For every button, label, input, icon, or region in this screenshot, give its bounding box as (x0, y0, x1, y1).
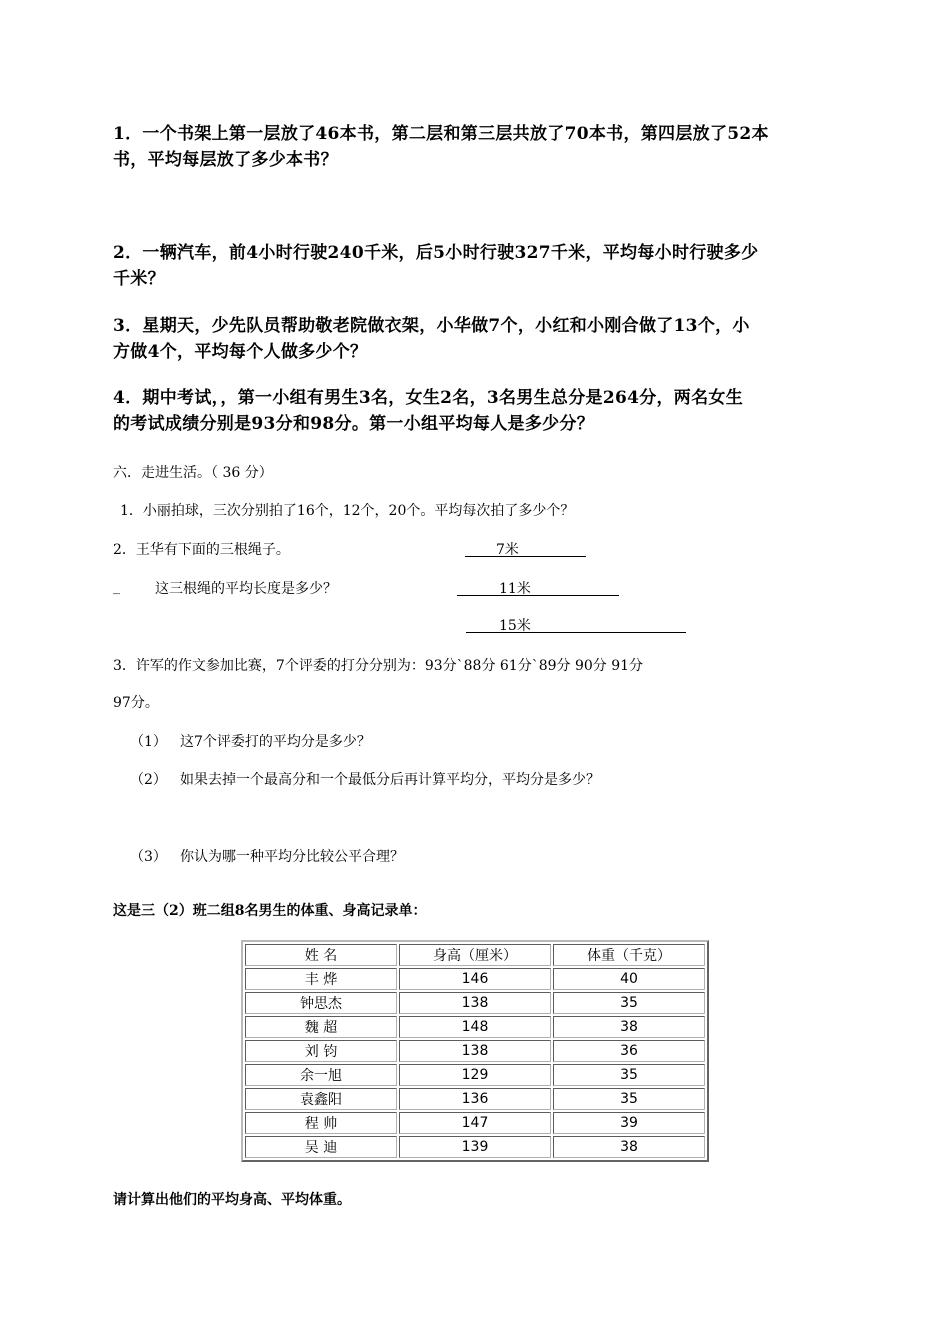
cell-weight: 38 (553, 1016, 705, 1038)
cell-height: 146 (399, 968, 551, 990)
table-row (245, 968, 705, 990)
q3-sub-3-text: 你认为哪一种平均分比较公平合理？ (180, 849, 404, 865)
rope-1-label: 7米 (496, 542, 519, 558)
problem-3-line-1: 3．星期天，少先队员帮助敬老院做衣架，小华做7个，小红和小刚合做了13个，小 (113, 316, 750, 336)
cell-weight: 35 (553, 992, 705, 1014)
cell-weight: 39 (553, 1112, 705, 1134)
q3-sub-1-text: 这7个评委打的平均分是多少？ (180, 734, 371, 750)
q3-sub-3-number: （3） (130, 849, 167, 865)
problem-1-line-1: 1．一个书架上第一层放了46本书，第二层和第三层共放了70本书，第四层放了52本 (113, 124, 769, 144)
cell-name: 程 帅 (245, 1112, 397, 1134)
header-height: 身高（厘米） (399, 944, 551, 966)
cell-height: 148 (399, 1016, 551, 1038)
cell-name: 余一旭 (245, 1064, 397, 1086)
rope-3-label: 15米 (499, 618, 531, 634)
cell-height: 129 (399, 1064, 551, 1086)
section-6-q2-question: 这三根绳的平均长度是多少？ (155, 581, 337, 597)
record-table (241, 940, 709, 1162)
header-weight: 体重（千克） (553, 944, 705, 966)
cell-height: 139 (399, 1136, 551, 1158)
cell-name: 钟思杰 (245, 992, 397, 1014)
problem-1-line-2: 书，平均每层放了多少本书？ (113, 150, 338, 170)
table-row (245, 1112, 705, 1134)
problem-3-line-2: 方做4个，平均每个人做多少个？ (113, 342, 368, 362)
problem-2-line-2: 千米？ (113, 269, 165, 289)
table-row (245, 992, 705, 1014)
cell-name: 刘 钧 (245, 1040, 397, 1062)
header-name: 姓 名 (245, 944, 397, 966)
q3-sub-2-number: （2） (130, 772, 167, 788)
cell-weight: 40 (553, 968, 705, 990)
section-6-q1: 1．小丽拍球，三次分别拍了16个，12个，20个。平均每次拍了多少个？ (120, 503, 575, 519)
cell-weight: 38 (553, 1136, 705, 1158)
cell-height: 136 (399, 1088, 551, 1110)
table-row (245, 1136, 705, 1158)
cell-weight: 35 (553, 1064, 705, 1086)
section-6-heading: 六．走进生活。（ 36 分） (113, 465, 273, 481)
q3-sub-1-number: （1） (130, 734, 167, 750)
rope-3-line (466, 632, 686, 633)
cell-name: 魏 超 (245, 1016, 397, 1038)
problem-4-line-1: 4．期中考试，，第一小组有男生3名，女生2名，3名男生总分是264分，两名女生 (113, 388, 743, 408)
table-row (245, 1088, 705, 1110)
section-6-q2-mark: _ (113, 579, 120, 595)
q3-sub-2-text: 如果去掉一个最高分和一个最低分后再计算平均分，平均分是多少？ (180, 772, 600, 788)
rope-1-line (465, 556, 586, 557)
cell-weight: 36 (553, 1040, 705, 1062)
cell-weight: 35 (553, 1088, 705, 1110)
table-row (245, 1040, 705, 1062)
section-6-q3-line-1: 3．许军的作文参加比赛，7个评委的打分分别为：93分`88分 61分`89分 90分 91分 (113, 658, 644, 674)
cell-height: 138 (399, 1040, 551, 1062)
table-row (245, 1064, 705, 1086)
cell-height: 138 (399, 992, 551, 1014)
rope-2-line (457, 595, 619, 596)
problem-2-line-1: 2．一辆汽车，前4小时行驶240千米，后5小时行驶327千米，平均每小时行驶多少 (113, 243, 759, 263)
cell-name: 吴 迪 (245, 1136, 397, 1158)
problem-4-line-2: 的考试成绩分别是93分和98分。第一小组平均每人是多少分？ (113, 414, 595, 434)
record-table-header-row (245, 944, 705, 966)
record-question: 请计算出他们的平均身高、平均体重。 (113, 1192, 351, 1208)
cell-name: 袁鑫阳 (245, 1088, 397, 1110)
cell-name: 丰 烨 (245, 968, 397, 990)
section-6-q3-line-2: 97分。 (113, 695, 159, 711)
rope-2-label: 11米 (499, 581, 531, 597)
table-row (245, 1016, 705, 1038)
record-intro: 这是三（2）班二组8名男生的体重、身高记录单： (113, 903, 427, 919)
cell-height: 147 (399, 1112, 551, 1134)
section-6-q2: 2．王华有下面的三根绳子。 (113, 542, 290, 558)
